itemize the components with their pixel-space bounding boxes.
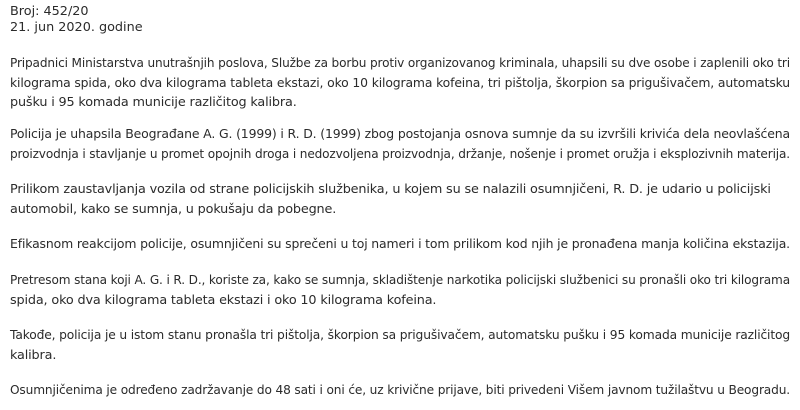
paragraph-line: Takođe, policija je u istom stanu pronašla tri pištolja, škorpion sa prigušivačem, automatsku pušku i 95 komada municije različitog [10,328,790,343]
paragraph-line: Policija je uhapsila Beograđane A. G. (1999) i R. D. (1999) zbog postojanja osnova sumnje da su izvršili krivića dela neovlašćena [10,127,790,142]
paragraph-6 [10,326,800,365]
paragraph-2 [10,125,800,164]
paragraph-line: Pripadnici Ministarstva unutrašnjih poslova, Službe za borbu protiv organizovanog kriminala, uhapsili su dve osobe i zaplenili oko tri [10,56,790,71]
document-date: 21. jun 2020. godine [10,20,143,35]
paragraph-line: Efikasnom reakcijom policije, osumnjičeni su sprečeni u toj nameri i tom prilikom kod njih je pronađena manja količina ekstazija. [10,237,790,252]
paragraph-line: kilograma spida, oko dva kilograma tableta ekstazi, oko 10 kilograma kofeina, tri pištolja, škorpion sa prigušivačem, automatsku [10,75,790,91]
paragraph-line: Osumnjičenima je određeno zadržavanje do 48 sati i oni će, uz krivične prijave, biti privedeni Višem javnom tužilaštvu u Beogradu. [10,383,790,398]
paragraph-line: spida, oko dva kilograma tableta ekstazi i oko 10 kilograma kofeina. [10,292,437,308]
paragraph-line: kalibra. [10,347,57,363]
paragraph-line: automobil, kako se sumnja, u pokušaju da pobegne. [10,201,337,217]
document-number: Broj: 452/20 [10,4,89,19]
paragraph-line: Prilikom zaustavljanja vozila od strane policijskih službenika, u kojem su se nalazili osumnjičeni, R. D. je udario u policijski [10,182,771,197]
paragraph-7 [10,381,800,401]
paragraph-5 [10,271,800,310]
paragraph-line: proizvodnja i stavljanje u promet opojnih droga i nedozvoljena proizvodnja, držanje, nošenje i promet oružja i eksplozivnih materija. [10,146,790,162]
paragraph-1 [10,54,800,113]
paragraph-line: Pretresom stana koji A. G. i R. D., koriste za, kako se sumnja, skladištenje narkotika policijski službenici su pronašli oko tri kilograma [10,273,790,288]
paragraph-line: pušku i 95 komada municije različitog kalibra. [10,95,297,111]
paragraph-3 [10,180,771,219]
paragraph-4 [10,235,800,255]
